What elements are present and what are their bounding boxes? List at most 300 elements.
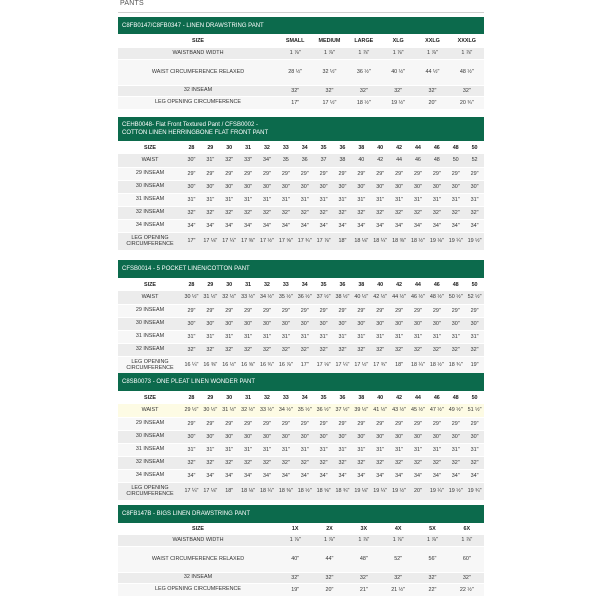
table-row-leg-opening-circumference [118,482,484,500]
table-cell: 48 ½" [450,59,484,85]
table-cell: 29" [446,417,465,430]
table-cell: 1 ⅞" [312,48,346,59]
table-cell: 32" [465,343,484,356]
table-cell: 31" [465,443,484,456]
table-row-leg-opening-circumference [118,356,484,374]
table-cell: 32" [390,343,409,356]
table-cell: 31" [201,193,220,206]
table-cell: 19 ¼" [371,482,390,500]
column-header-xlg: XLG [392,38,404,44]
table-cell: 32" [381,572,415,583]
table-cell: 17 ¾" [371,356,390,374]
table-cell: 32" [220,343,239,356]
table-cell: 32" [239,343,258,356]
table-cell: 30" [465,317,484,330]
table-cell: 47 ½" [427,404,446,417]
table-cell: 31" [220,443,239,456]
table-cell: 31" [446,443,465,456]
table-cell: 31" [446,330,465,343]
table-cell: 30" [409,317,428,330]
table-cell: 34" [409,469,428,482]
table-cell: 31" [427,330,446,343]
column-header-34: 34 [301,394,308,401]
table-cell: 30" [295,317,314,330]
table-cell: 44 ½" [390,291,409,304]
table-cell: 46 [409,154,428,167]
table-cell: 17 ¼" [220,232,239,250]
table-cell: 29" [371,167,390,180]
table-cell: 29" [427,417,446,430]
column-header-50: 50 [471,394,478,401]
table-row-32-inseam [118,343,484,356]
column-header-35: 35 [320,144,327,151]
row-label: WAIST [118,404,182,417]
table-cell: 19 ½" [390,482,409,500]
table-cell: 32" [371,456,390,469]
column-header-36: 36 [339,394,346,401]
column-header-size: SIZE [144,394,156,401]
column-header-42: 42 [396,394,403,401]
table-cell: 29" [314,304,333,317]
table-cell: 38 ½" [333,291,352,304]
row-label: LEG OPENING CIRCUMFERENCE [118,232,182,250]
table-row-30-inseam [118,180,484,193]
table-cell: 32" [371,206,390,219]
table-cell: 31" [314,443,333,456]
table-cell: 32" [450,572,484,583]
table-cell: 31" [465,193,484,206]
table-cell: 31" [465,330,484,343]
column-header-50: 50 [471,281,478,288]
table-cell: 16 ¾" [258,356,277,374]
table-cell: 32" [314,343,333,356]
table-cell: 29" [390,304,409,317]
table-cell: 29" [276,167,295,180]
row-label: 34 INSEAM [118,469,182,482]
table-cell: 30" [409,180,428,193]
table-cell: 31" [276,443,295,456]
table-cell: 34" [409,219,428,232]
column-header-28: 28 [188,144,195,151]
table-row-waist-circumference-relaxed [118,59,484,85]
table-cell: 30" [220,430,239,443]
table-cell: 30" [295,180,314,193]
table-cell: 34" [258,469,277,482]
table-cell: 32" [276,456,295,469]
table-cell: 32" [239,456,258,469]
column-header-3x: 3X [360,526,368,532]
table-cell: 30" [352,430,371,443]
table-cell: 20" [415,96,449,109]
column-header-35: 35 [320,394,327,401]
table-cell: 29" [276,304,295,317]
table-cell: 29" [295,417,314,430]
table-cell: 30" [427,180,446,193]
table-cell: 32" [390,456,409,469]
table-cell: 21" [347,583,381,596]
table-cell: 18 ½" [347,96,381,109]
table-cell: 31" [333,193,352,206]
size-table [118,523,484,597]
table-cell: 29" [371,304,390,317]
table-cell: 35 ½" [276,291,295,304]
table-cell: 31" [314,330,333,343]
table-cell: 32" [427,343,446,356]
table-cell: 52 [465,154,484,167]
table-cell: 32" [333,206,352,219]
row-label: 29 INSEAM [118,304,182,317]
table-cell: 29" [258,417,277,430]
table-cell: 29" [390,167,409,180]
table-cell: 31" [352,443,371,456]
size-chart-3 [118,260,484,375]
row-label: LEG OPENING CIRCUMFERENCE [118,96,278,109]
table-cell: 34" [390,469,409,482]
table-cell: 32" [415,572,449,583]
table-cell: 17 ½" [312,96,346,109]
table-cell: 30" [258,180,277,193]
table-row-32-inseam [118,85,484,96]
size-chart-title-line: C8FB147B - BIGS LINEN DRAWSTRING PANT [122,511,251,517]
table-cell: 29" [390,417,409,430]
table-cell: 29" [314,167,333,180]
table-cell: 29" [446,304,465,317]
table-cell: 29" [371,417,390,430]
table-cell: 34" [446,219,465,232]
table-cell: 18 ½" [409,232,428,250]
table-cell: 44 ½" [415,59,449,85]
column-header-38: 38 [358,281,365,288]
table-cell: 32" [220,456,239,469]
table-cell: 32" [258,206,277,219]
table-cell: 29" [409,304,428,317]
table-cell: 17" [278,96,312,109]
row-label: 29 INSEAM [118,417,182,430]
table-cell: 30" [239,317,258,330]
table-cell: 44 [390,154,409,167]
table-cell: 19 ¼" [427,482,446,500]
table-cell: 30" [220,317,239,330]
page-title-divider [118,12,484,13]
table-cell: 30" [314,180,333,193]
column-header-29: 29 [207,281,214,288]
column-header-35: 35 [320,281,327,288]
table-cell: 29" [182,417,201,430]
table-cell: 29" [239,167,258,180]
table-cell: 31" [409,193,428,206]
table-cell: 34" [220,469,239,482]
table-cell: 34" [201,469,220,482]
table-cell: 40 ½" [352,291,371,304]
table-cell: 29" [276,417,295,430]
table-cell: 30" [427,430,446,443]
table-cell: 29" [465,304,484,317]
table-cell: 17 ¾" [295,232,314,250]
table-cell: 32" [276,206,295,219]
table-cell: 32" [446,456,465,469]
column-header-40: 40 [377,394,384,401]
table-cell: 17 ½" [352,356,371,374]
table-cell: 32 ½" [312,59,346,85]
column-header-42: 42 [396,281,403,288]
table-cell: 29" [201,167,220,180]
table-cell: 31" [201,154,220,167]
column-header-29: 29 [207,144,214,151]
table-cell: 40 [352,154,371,167]
size-table [118,391,484,501]
table-row-29-inseam [118,304,484,317]
table-row-29-inseam [118,167,484,180]
table-cell: 48 ½" [427,291,446,304]
table-cell: 30" [427,317,446,330]
table-row-32-inseam [118,572,484,583]
table-cell: 29" [182,167,201,180]
table-cell: 1 ⅞" [278,535,312,546]
table-cell: 31" [239,193,258,206]
row-label: 29 INSEAM [118,167,182,180]
table-cell: 52 ½" [465,291,484,304]
table-cell: 19 ¾" [465,482,484,500]
table-cell: 1 ⅞" [415,535,449,546]
size-chart-title-line: C8FB0147/C8FB0347 - LINEN DRAWSTRING PANT [122,22,264,29]
table-cell: 31" [258,330,277,343]
table-cell: 32" [295,456,314,469]
table-cell: 31" [371,330,390,343]
table-cell: 32 ½" [239,404,258,417]
table-cell: 32" [465,456,484,469]
column-header-38: 38 [358,144,365,151]
table-cell: 31" [427,193,446,206]
table-cell: 18 ½" [427,356,446,374]
table-cell: 17 ⅛" [201,232,220,250]
table-cell: 30" [409,430,428,443]
row-label: WAIST CIRCUMFERENCE RELAXED [118,59,278,85]
table-cell: 1 ⅞" [381,48,415,59]
row-label: 32 INSEAM [118,206,182,219]
table-cell: 29" [333,417,352,430]
table-cell: 17 ⅜" [239,232,258,250]
table-cell: 29" [465,417,484,430]
table-cell: 34 ½" [258,291,277,304]
column-header-42: 42 [396,144,403,151]
table-cell: 31" [239,443,258,456]
column-header-48: 48 [452,144,459,151]
table-cell: 30" [465,430,484,443]
size-chart-title [118,505,484,523]
table-cell: 30" [276,317,295,330]
table-cell: 19 ½" [446,482,465,500]
table-cell: 29" [352,304,371,317]
table-cell: 32" [258,343,277,356]
table-cell: 34" [352,219,371,232]
table-cell: 18 ¾" [333,482,352,500]
table-cell: 19" [278,583,312,596]
table-row-waist [118,154,484,167]
column-header-2x: 2X [326,526,333,532]
column-header-6x: 6X [463,526,471,532]
column-header-28: 28 [188,281,195,288]
row-label: WAISTBAND WIDTH [118,48,278,59]
table-cell: 33" [239,154,258,167]
table-cell: 31" [201,330,220,343]
table-cell: 16 ⅞" [276,356,295,374]
table-cell: 1 ⅞" [381,535,415,546]
table-row-31-inseam [118,330,484,343]
table-cell: 34" [239,219,258,232]
table-cell: 30" [314,430,333,443]
size-chart-1 [118,17,484,110]
table-cell: 29" [295,304,314,317]
table-row-waistband-width [118,48,484,59]
table-cell: 30" [182,154,201,167]
table-cell: 31 ½" [201,291,220,304]
table-cell: 18 ¼" [258,482,277,500]
table-cell: 32" [390,206,409,219]
table-cell: 17 ¼" [333,356,352,374]
table-cell: 29" [258,304,277,317]
table-cell: 42 [371,154,390,167]
table-cell: 29" [409,417,428,430]
table-cell: 32" [446,343,465,356]
table-cell: 17 ⅛" [314,356,333,374]
table-cell: 32" [347,572,381,583]
column-header-31: 31 [245,144,252,151]
table-cell: 34" [371,219,390,232]
table-cell: 1 ⅞" [450,535,484,546]
table-cell: 31" [409,330,428,343]
table-cell: 29" [427,167,446,180]
table-cell: 34" [201,219,220,232]
table-cell: 31" [220,330,239,343]
table-cell: 17" [295,356,314,374]
table-cell: 33 ½" [258,404,277,417]
column-header-33: 33 [282,281,289,288]
table-cell: 30 ½" [182,291,201,304]
size-table [118,34,484,110]
table-cell: 32" [201,456,220,469]
row-label: LEG OPENING CIRCUMFERENCE [118,482,182,500]
table-cell: 52" [381,546,415,572]
row-label: WAIST [118,291,182,304]
column-header-50: 50 [471,144,478,151]
table-cell: 16 ½" [220,356,239,374]
table-cell: 32" [278,572,312,583]
table-cell: 32" [295,206,314,219]
table-cell: 36 ½" [314,404,333,417]
table-cell: 18 ⅛" [352,232,371,250]
table-cell: 30" [390,317,409,330]
column-header-40: 40 [377,281,384,288]
size-chart-title [118,117,484,141]
table-row-34-inseam [118,469,484,482]
table-cell: 31" [390,330,409,343]
table-cell: 30" [352,180,371,193]
table-cell: 30" [182,430,201,443]
table-cell: 31" [314,193,333,206]
table-row-31-inseam [118,443,484,456]
table-cell: 30" [446,180,465,193]
table-cell: 22" [415,583,449,596]
table-cell: 29" [239,304,258,317]
table-cell: 18 ⅜" [390,232,409,250]
size-chart-4 [118,373,484,501]
table-cell: 32" [258,456,277,469]
table-cell: 34" [258,219,277,232]
table-cell: 20" [312,583,346,596]
table-cell: 32" [201,343,220,356]
table-cell: 18 ¼" [409,356,428,374]
table-cell: 34" [390,219,409,232]
table-cell: 30" [314,317,333,330]
table-cell: 32" [314,456,333,469]
table-cell: 35 [276,154,295,167]
table-cell: 31" [220,193,239,206]
table-cell: 29" [220,417,239,430]
table-cell: 34" [427,219,446,232]
table-cell: 33 ½" [239,291,258,304]
table-cell: 18 ⅜" [276,482,295,500]
column-header-46: 46 [433,281,440,288]
table-row-waist [118,291,484,304]
table-cell: 31" [201,443,220,456]
column-header-xxxlg: XXXLG [457,38,476,44]
table-cell: 21 ½" [381,583,415,596]
size-chart-2 [118,117,484,251]
table-cell: 30" [352,317,371,330]
table-cell: 31" [276,330,295,343]
table-cell: 38 [333,154,352,167]
table-cell: 29" [409,167,428,180]
table-cell: 31" [276,193,295,206]
column-header-46: 46 [433,394,440,401]
table-cell: 37 ½" [333,404,352,417]
table-row-waist [118,404,484,417]
table-cell: 32" [333,456,352,469]
table-cell: 18 ¾" [446,356,465,374]
table-cell: 34" [182,219,201,232]
table-cell: 29" [201,417,220,430]
table-cell: 34" [220,219,239,232]
size-chart-5 [118,505,484,597]
table-cell: 31" [427,443,446,456]
table-cell: 30" [371,180,390,193]
table-cell: 31" [409,443,428,456]
table-cell: 34" [239,469,258,482]
table-cell: 18" [390,356,409,374]
table-cell: 29" [427,304,446,317]
column-header-large: LARGE [354,38,374,44]
table-cell: 32" [182,206,201,219]
table-cell: 30" [201,180,220,193]
table-cell: 31" [333,330,352,343]
table-cell: 1 ⅞" [415,48,449,59]
table-cell: 29" [352,417,371,430]
table-cell: 30" [371,317,390,330]
row-label: 32 INSEAM [118,456,182,469]
table-cell: 29" [201,304,220,317]
table-cell: 16 ⅝" [239,356,258,374]
table-cell: 34" [295,469,314,482]
table-cell: 1 ⅞" [278,48,312,59]
table-cell: 30" [201,430,220,443]
size-chart-title [118,17,484,34]
table-cell: 32" [347,85,381,96]
column-header-size: SIZE [192,38,204,44]
size-table [118,141,484,251]
table-cell: 32" [312,572,346,583]
table-cell: 32" [427,206,446,219]
table-cell: 31" [295,443,314,456]
